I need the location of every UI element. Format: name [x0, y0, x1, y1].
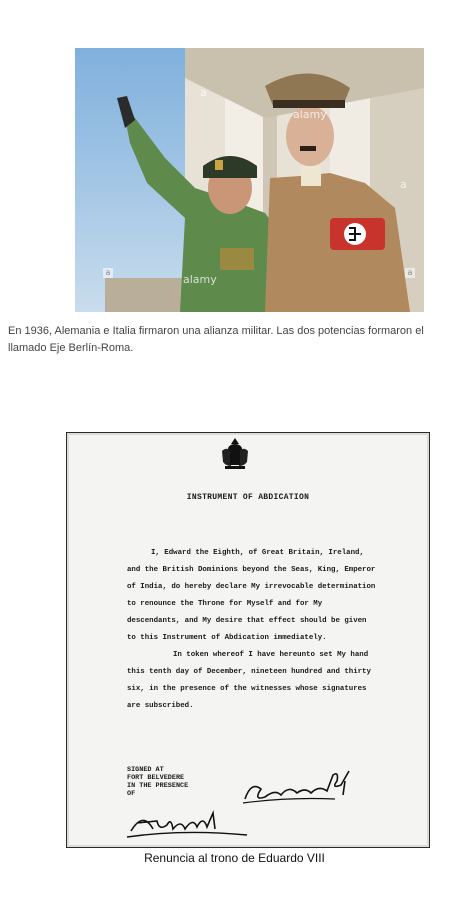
document-body	[127, 545, 377, 715]
signature-albert	[123, 807, 253, 841]
historical-photo	[75, 48, 424, 312]
watermark: a	[200, 86, 207, 99]
watermark: alamy	[293, 108, 327, 121]
document-paragraph: I, Edward the Eighth, of Great Britain, Ireland, and the British Dominions beyond the Seas, King, Emperor of India, do hereby declare My irrevocable determination to renounce the Throne for Myself and for My descendants, and My desire that effect should be given to this Instrument of Abdication immediately.	[127, 549, 376, 642]
watermark: alamy	[183, 273, 217, 286]
watermark: a	[400, 178, 407, 191]
royal-crest-icon	[217, 436, 253, 472]
document-caption: Renuncia al trono de Eduardo VIII	[144, 851, 325, 865]
signature-edward-text: Edward RI	[239, 763, 244, 764]
watermark-badge: a	[405, 268, 415, 278]
watermark-badge: a	[103, 268, 113, 278]
signature-edward	[239, 763, 359, 809]
signed-at-block: SIGNED AT FORT BELVEDERE IN THE PRESENCE OF	[127, 766, 189, 798]
signature-albert-text: Albert	[123, 807, 126, 808]
document-title: INSTRUMENT OF ABDICATION	[186, 493, 310, 502]
photo-illustration	[75, 48, 424, 312]
abdication-document	[66, 432, 430, 848]
photo-caption: En 1936, Alemania e Italia firmaron una alianza militar. Las dos potencias formaron el llamado Eje Berlín-Roma.	[8, 325, 424, 354]
document-paragraph: In token whereof I have hereunto set My hand this tenth day of December, nineteen hundred and thirty six, in the presence of the witnesses whose signatures are subscribed.	[127, 651, 371, 710]
